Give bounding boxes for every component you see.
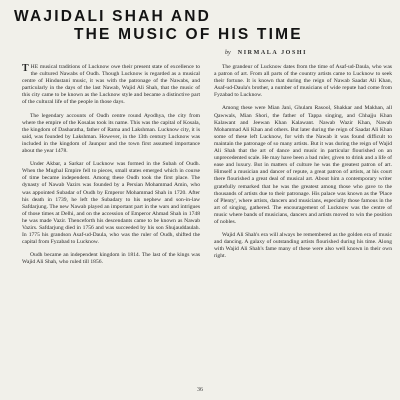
byline xyxy=(225,50,307,56)
paragraph: Under Akbar, a Sarkar of Lucknow was formed in the Subah of Oudh. When the Mughal Empire fell to pieces, small states emerged which in course of time became independent. Among these Oudh took the first place. The dynasty of Nawab Vazirs was founded by a Persian Mohammad Amin, who was appointed Subadar of Oudh by Emperor Mohammad Shah in 1720. After his death in 1739, he left the Subadary to his nephew and son-in-law Safdarjung. The new Nawab played an important part in the wars and intrigues of those times at Delhi, and on the accession of Emperor Ahmad Shah in 1748 he was made Vazir. Thenceforth his descendants came to be known as Nawab Vazirs. Safdarjung died in 1756 and was succeeded by his son Shujauddaulah. In 1775 his grandson Asaf-ud-Daula, who was the ruler of Oudh, shifted the capital from Fyzabad to Lucknow. xyxy=(22,161,200,246)
paragraph: Among these were Mian Jani, Ghulam Rasool, Shakkar and Makhan, all Qawwals, Mian Shori, the father of Tappa singing, and Chhajju Khan Kalawant and Jeewan Khan Kalawant. Nawab Wazir Khan, Nawab Mohammad Ali Khan and others. But later during the reign of Saadat Ali Khan some of these left Lucknow, for with the Nawab it was found difficult to maintain the patronage of so many artists. But it was during the reign of Wajid Ali Shah that the art of dance and music in particular flourished on an unprecedented scale. He may have been a bad ruler, given to drink and a life of ease and luxury. But in matters of culture he was the greatest patron of art. Himself a musician and dancer of repute, a great patron of artists, at his court there flourished a great deal of musical art. About him a contemporary writer gratefully remarked that he was the greatest among those who gave to the thousands of artists due to their patronage. His palace was known as the 'Place of Plenty', where artists, dancers and musicians, especially those famous in the art of singing, gathered. The encouragement of Lucknow was the centre of music where bands of musicians, dancers and artists moved to win the position of nobles. xyxy=(214,105,392,225)
article-title xyxy=(14,8,386,44)
paragraph: THE musical traditions of Lucknow owe their present state of excellence to the cultured Nawabs of Oudh. Though Lucknow is regarded as a musical centre of Hindustani music, it was with the patronage of the Nawabs, and particularly in the days of the last Nawab, Wajid Ali Shah, that the music of this city came to be known as the Lucknow style and became a distinctive part of the cultural life of the people in those days. xyxy=(22,64,200,106)
paragraph: Wajid Ali Shah's era will always be remembered as the golden era of music and dancing. A galaxy of outstanding artists flourished during his time. Along with Wajid Ali Shah's fame many of these were also well known in their own right. xyxy=(214,232,392,260)
page-number: 36 xyxy=(197,387,203,393)
left-column xyxy=(22,64,200,382)
byline-prefix: by xyxy=(225,50,231,56)
paragraph: Oudh became an independent kingdom in 1814. The last of the kings was Wajid Ali Shah, who ruled till 1856. xyxy=(22,252,200,266)
right-column xyxy=(214,64,392,382)
title-line-1: WAJIDALI SHAH AND xyxy=(14,8,211,25)
paragraph: The grandeur of Lucknow dates from the time of Asaf-ud-Daula, who was a patron of art. From all parts of the country artists came to Lucknow to seek their fortune. It is known that during the reign of Nawab Saadat Ali Khan, Asaf-ud-Daula's brother, a number of musicians of wide repute had come from Fyzabad to Lucknow. xyxy=(214,64,392,99)
title-line-2: THE MUSIC OF HIS TIME xyxy=(74,26,303,43)
paragraph: The legendary accounts of Oudh centre round Ayodhya, the city from where the empire of the Kosalas took its name. This was the capital of Kosala, the kingdom of Dasharatha, father of Rama and Lakshman. Lucknow city, it is said, was founded by Lakshman. However, in the 13th century Lucknow was included in the kingdom of Jaunpur and the town first assumed importance about the year 1478. xyxy=(22,112,200,155)
author-name: NIRMALA JOSHI xyxy=(237,50,308,56)
